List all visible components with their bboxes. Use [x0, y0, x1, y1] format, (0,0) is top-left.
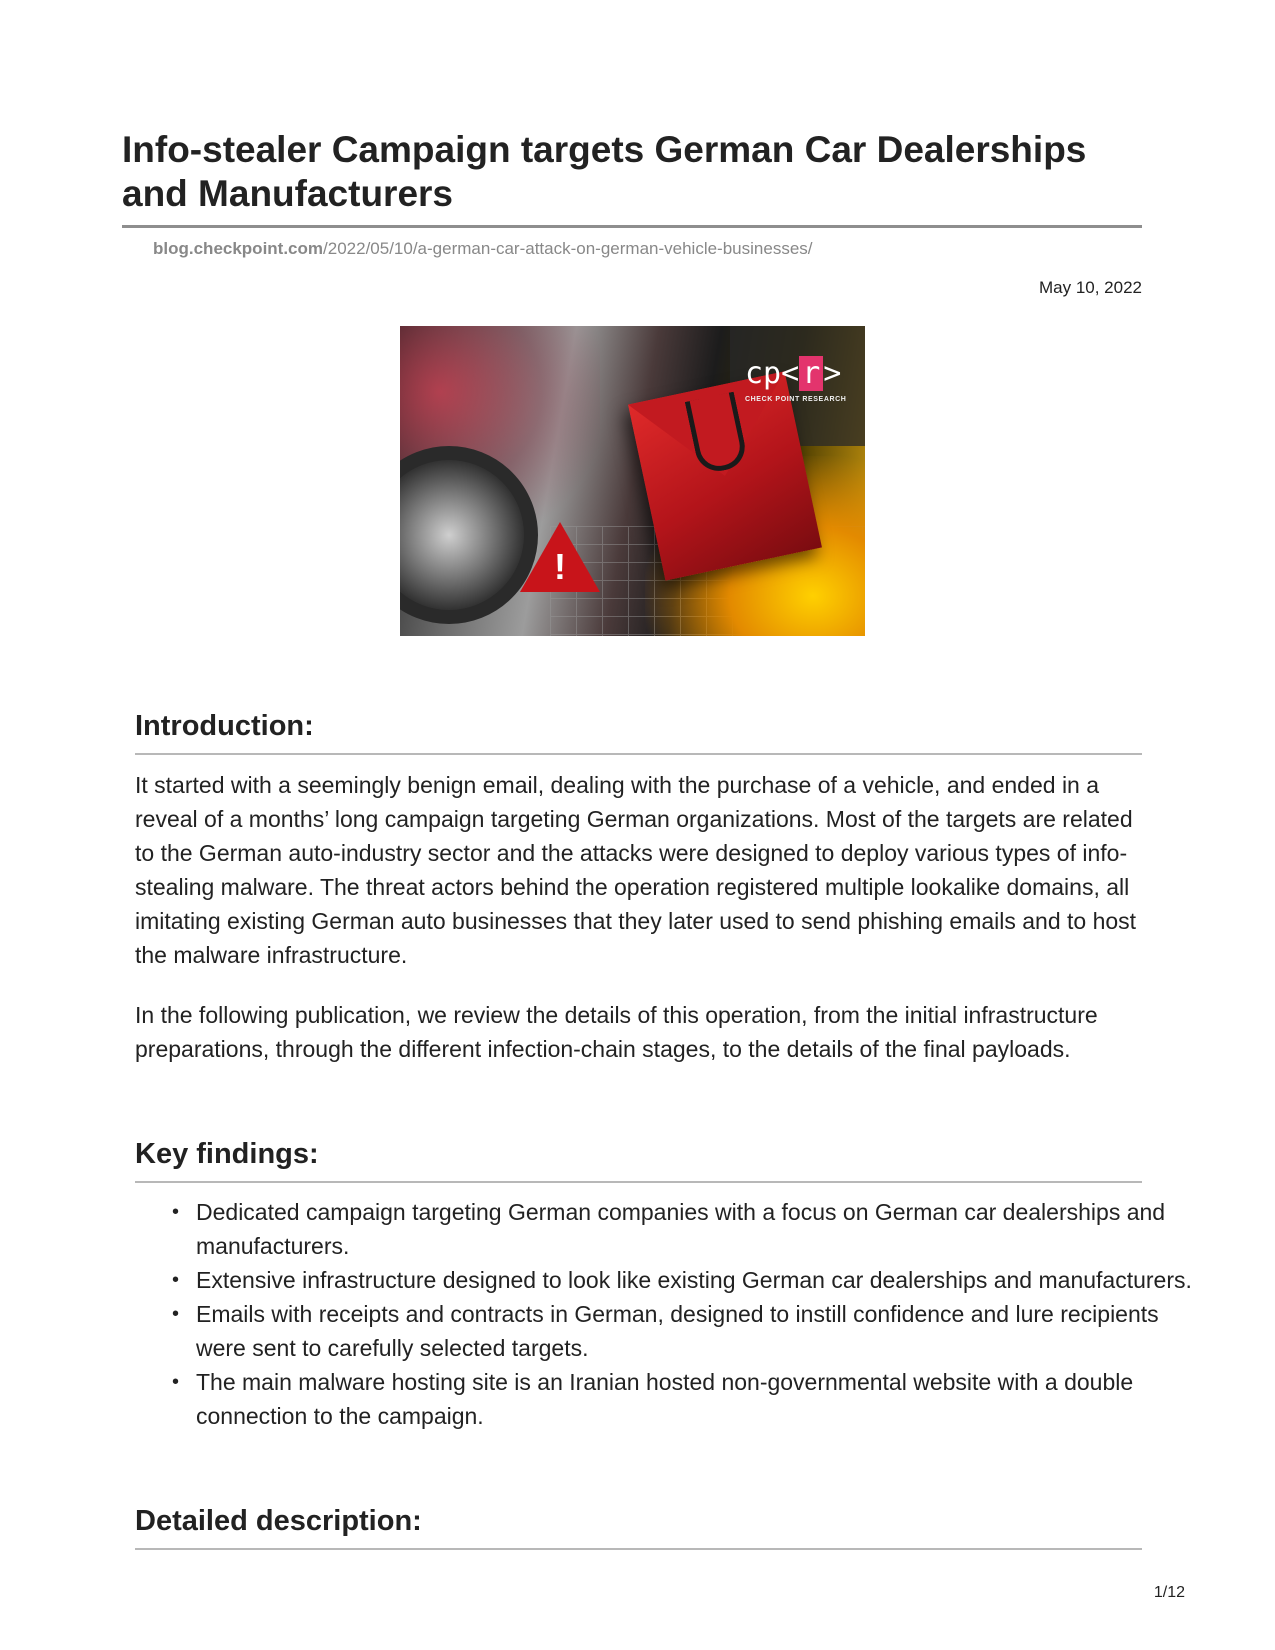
bullet-icon: •	[172, 1303, 180, 1325]
list-item	[172, 1195, 1203, 1263]
logo-letter: r	[799, 356, 823, 391]
source-url[interactable]	[153, 239, 813, 259]
title-divider	[122, 225, 1142, 228]
warning-mark: !	[554, 546, 566, 587]
hero-image	[400, 326, 865, 636]
introduction-divider	[135, 753, 1142, 755]
publish-date: May 10, 2022	[1038, 278, 1142, 297]
url-path: /2022/05/10/a-german-car-attack-on-german-vehicle-businesses/	[323, 239, 813, 258]
list-item	[172, 1297, 1203, 1365]
bullet-icon: •	[172, 1201, 180, 1223]
bullet-icon: •	[172, 1269, 180, 1291]
detailed-description-heading: Detailed description:	[135, 1505, 422, 1537]
article-title: Info-stealer Campaign targets German Car Dealerships and Manufacturers	[122, 129, 1087, 214]
page-number: 1/12	[1153, 1584, 1185, 1601]
introduction-heading: Introduction:	[135, 710, 314, 742]
logo-suffix: >	[823, 356, 842, 391]
key-findings-list	[135, 1195, 1203, 1433]
key-findings-divider	[135, 1181, 1142, 1183]
list-item-text: The main malware hosting site is an Iranian hosted non-governmental website with a double connection to the campaign.	[196, 1369, 1134, 1429]
check-point-research-logo	[745, 356, 841, 391]
list-item-text: Extensive infrastructure designed to look like existing German car dealerships and manufacturers.	[196, 1267, 1192, 1293]
list-item	[172, 1263, 1203, 1297]
list-item-text: Dedicated campaign targeting German companies with a focus on German car dealerships and manufacturers.	[196, 1199, 1166, 1259]
key-findings-heading: Key findings:	[135, 1138, 319, 1170]
logo-prefix: cp<	[745, 356, 800, 391]
list-item-text: Emails with receipts and contracts in German, designed to instill confidence and lure recipients were sent to carefully selected targets.	[196, 1301, 1159, 1361]
introduction-paragraph-1: It started with a seemingly benign email, dealing with the purchase of a vehicle, and ended in a reveal of a months’ long campaign targeting German organizations. Most of the targets are related to the German auto-industry sector and the attacks were designed to deploy various types of info-stealing malware. The threat actors behind the operation registered multiple lookalike domains, all imitating existing German auto businesses that they later used to send phishing emails and to host the malware infrastructure.	[135, 772, 1137, 968]
logo-subtitle: CHECK POINT RESEARCH	[745, 396, 847, 403]
url-domain: blog.checkpoint.com	[153, 239, 324, 258]
list-item	[172, 1365, 1203, 1433]
introduction-paragraph-2: In the following publication, we review the details of this operation, from the initial infrastructure preparations, through the different infection-chain stages, to the details of the final payloads.	[135, 1002, 1098, 1062]
bullet-icon: •	[172, 1371, 180, 1393]
detailed-description-divider	[135, 1548, 1142, 1550]
